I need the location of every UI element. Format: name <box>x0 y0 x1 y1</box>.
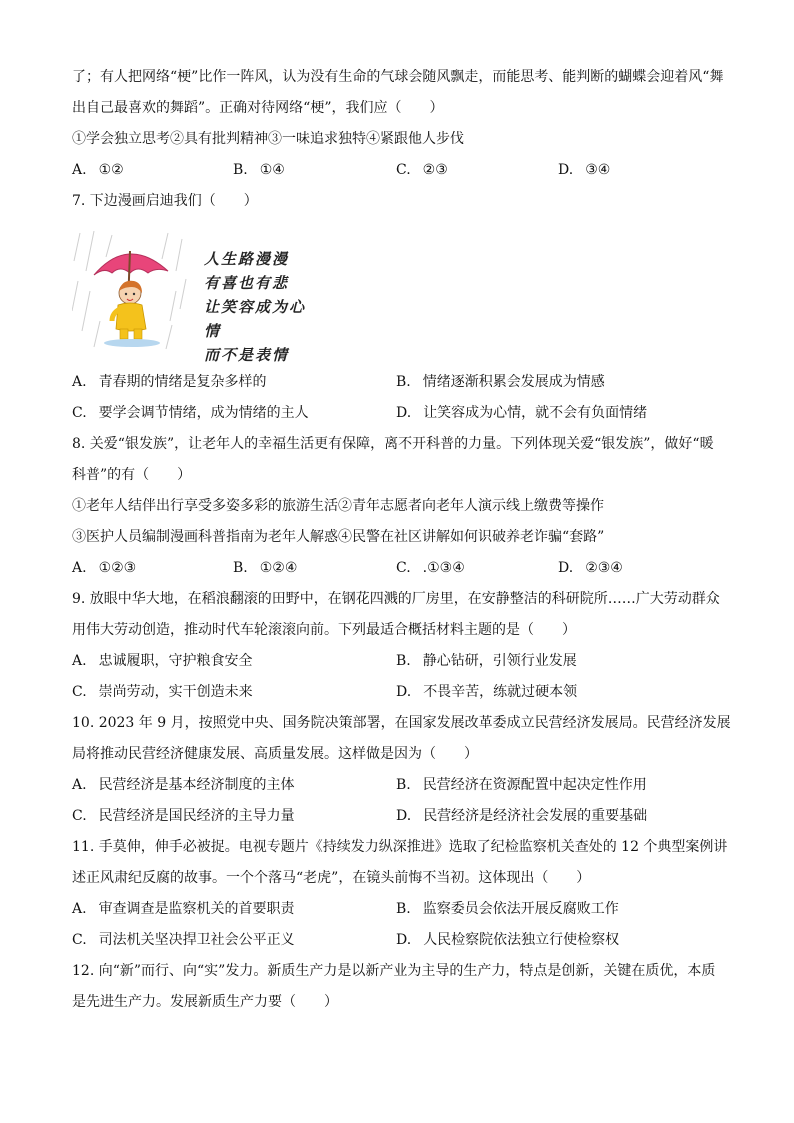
q6-stem-line1: 了；有人把网络“梗”比作一阵风，认为没有生命的气球会随风飘走，而能思考、能判断的蝴蝶会迎着风“舞 <box>72 69 724 85</box>
q10-options-row1 <box>72 770 724 801</box>
q9-option-b[interactable]: B. 静心钻研，引领行业发展 <box>396 653 577 669</box>
q8-stem-line1: 8. 关爱“银发族”，让老年人的幸福生活更有保障，离不开科普的力量。下列体现关爱“银发族”，做好“暖 <box>72 436 714 452</box>
cartoon-poem <box>204 247 312 367</box>
q6-stem-line2: 出自己最喜欢的舞蹈”。正确对待网络“梗”，我们应（ ） <box>72 100 444 116</box>
q11-option-b[interactable]: B. 监察委员会依法开展反腐败工作 <box>396 901 619 917</box>
poem-line: 而不是表情 <box>204 346 290 364</box>
q8-option-b[interactable]: B. ①②④ <box>233 560 298 576</box>
q12-stem-line2: 是先进生产力。发展新质生产力要（ ） <box>72 994 338 1010</box>
q7-options-row1 <box>72 367 724 398</box>
q9-stem-line2: 用伟大劳动创造，推动时代车轮滚滚向前。下列最适合概括材料主题的是（ ） <box>72 622 576 638</box>
q10-option-a[interactable]: A. 民营经济是基本经济制度的主体 <box>72 777 295 793</box>
q10-option-b[interactable]: B. 民营经济在资源配置中起决定性作用 <box>396 777 647 793</box>
q6-option-c[interactable]: C. ②③ <box>396 162 448 178</box>
q6-options <box>72 155 724 186</box>
q8-statement-2: ③医护人员编制漫画科普指南为老年人解惑④民警在社区讲解如何识破养老诈骗“套路” <box>72 529 605 545</box>
q7-cartoon <box>72 231 312 364</box>
q7-option-a[interactable]: A. 青春期的情绪是复杂多样的 <box>72 374 267 390</box>
q7-options-row2 <box>72 398 724 429</box>
q9-option-c[interactable]: C. 崇尚劳动，实干创造未来 <box>72 684 253 700</box>
q9-option-a[interactable]: A. 忠诚履职，守护粮食安全 <box>72 653 253 669</box>
q12-stem-line1: 12. 向“新”而行、向“实”发力。新质生产力是以新产业为主导的生产力，特点是创新，关键在质优，本质 <box>72 963 716 979</box>
q6-statements: ①学会独立思考②具有批判精神③一味追求独特④紧跟他人步伐 <box>72 131 464 147</box>
q11-options-row1 <box>72 894 724 925</box>
q11-options-row2 <box>72 925 724 956</box>
q11-stem-line1: 11. 手莫伸，伸手必被捉。电视专题片《持续发力纵深推进》选取了纪检监察机关查处的 12 个典型案例讲 <box>72 839 728 855</box>
poem-line: 让笑容成为心情 <box>204 298 307 340</box>
q11-option-c[interactable]: C. 司法机关坚决捍卫社会公平正义 <box>72 932 295 948</box>
q9-options-row1 <box>72 646 724 677</box>
q7-option-b[interactable]: B. 情绪逐渐积累会发展成为情感 <box>396 374 605 390</box>
poem-line: 人生路漫漫 <box>204 250 290 268</box>
girl-umbrella-illustration <box>72 231 192 351</box>
q6-option-d[interactable]: D. ③④ <box>558 162 611 178</box>
q10-stem-line1: 10. 2023 年 9 月，按照党中央、国务院决策部署，在国家发展改革委成立民营经济发展局。民营经济发展 <box>72 715 731 731</box>
q10-option-c[interactable]: C. 民营经济是国民经济的主导力量 <box>72 808 295 824</box>
q10-option-d[interactable]: D. 民营经济是经济社会发展的重要基础 <box>396 808 648 824</box>
q8-statement-1: ①老年人结伴出行享受多姿多彩的旅游生活②青年志愿者向老年人演示线上缴费等操作 <box>72 498 604 514</box>
q7-option-d[interactable]: D. 让笑容成为心情，就不会有负面情绪 <box>396 405 648 421</box>
q8-stem-line2: 科普”的有（ ） <box>72 467 192 483</box>
q10-stem-line2: 局将推动民营经济健康发展、高质量发展。这样做是因为（ ） <box>72 746 478 762</box>
q6-option-b[interactable]: B. ①④ <box>233 162 285 178</box>
q9-stem-line1: 9. 放眼中华大地，在稻浪翻滚的田野中，在钢花四溅的厂房里，在安静整洁的科研院所……广大劳动群众 <box>72 591 720 607</box>
q8-option-d[interactable]: D. ②③④ <box>558 560 623 576</box>
poem-line: 有喜也有悲 <box>204 274 290 292</box>
q11-option-d[interactable]: D. 人民检察院依法独立行使检察权 <box>396 932 620 948</box>
q8-options <box>72 553 724 584</box>
q9-options-row2 <box>72 677 724 708</box>
q7-stem: 7. 下边漫画启迪我们（ ） <box>72 193 258 209</box>
q6-option-a[interactable]: A. ①② <box>72 162 124 178</box>
q7-option-c[interactable]: C. 要学会调节情绪，成为情绪的主人 <box>72 405 309 421</box>
q11-option-a[interactable]: A. 审查调查是监察机关的首要职责 <box>72 901 295 917</box>
q8-option-c[interactable]: C. .①③④ <box>396 560 465 576</box>
q8-option-a[interactable]: A. ①②③ <box>72 560 137 576</box>
q11-stem-line2: 述正风肃纪反腐的故事。一个个落马“老虎”，在镜头前悔不当初。这体现出（ ） <box>72 870 591 886</box>
q10-options-row2 <box>72 801 724 832</box>
exam-page <box>72 62 731 1018</box>
q9-option-d[interactable]: D. 不畏辛苦，练就过硬本领 <box>396 684 578 700</box>
